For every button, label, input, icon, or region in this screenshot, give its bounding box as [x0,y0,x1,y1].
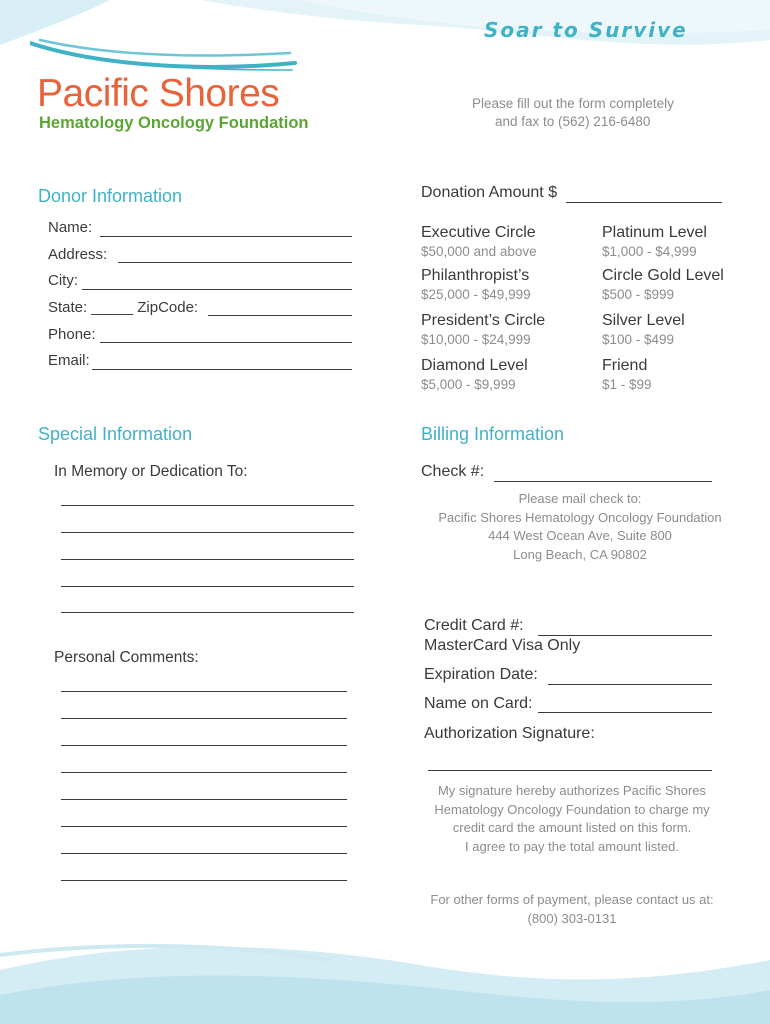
instructions-line-2: and fax to (562) 216-6480 [495,114,651,129]
level-gold-range: $500 - $999 [602,287,675,302]
level-platinum-name: Platinum Level [602,224,707,241]
mail-line-3: 444 West Ocean Ave, Suite 800 [488,528,672,543]
comments-label: Personal Comments: [54,649,199,666]
contact-phone: (800) 303-0131 [527,910,617,926]
city-field[interactable] [82,289,352,290]
mail-instructions [412,490,748,564]
address-field[interactable] [118,262,352,263]
auth-line-2: Hematology Oncology Foundation to charge my [434,801,710,817]
expiration-label: Expiration Date: [424,666,538,683]
name-field[interactable] [100,236,352,237]
auth-line-3: credit card the amount listed on this form. [452,820,692,835]
comments-line-8[interactable] [61,880,347,881]
comments-line-1[interactable] [61,691,347,692]
logo-sub-text: Hematology Oncology Foundation [39,114,309,132]
donor-heading: Donor Information [38,186,183,206]
comments-line-7[interactable] [61,853,347,854]
phone-label: Phone: [48,326,96,343]
name-label: Name: [48,219,93,236]
name-on-card-field[interactable] [538,712,712,713]
city-label: City: [48,272,78,289]
special-heading: Special Information [38,424,193,444]
signature-label: Authorization Signature: [424,725,595,742]
authorization-text [412,782,732,856]
mail-line-2: Pacific Shores Hematology Oncology Foundation [438,509,722,525]
level-president-name: President’s Circle [421,312,546,329]
donation-amount-field[interactable] [566,202,722,203]
name-on-card-label: Name on Card: [424,695,533,712]
level-president-range: $10,000 - $24,999 [421,332,531,347]
level-executive-name: Executive Circle [421,224,536,241]
level-friend-name: Friend [602,357,648,374]
memory-label: In Memory or Dedication To: [54,463,248,480]
level-friend-range: $1 - $99 [602,377,652,392]
phone-field[interactable] [100,342,352,343]
state-zip-label: State: _____ ZipCode: [48,299,199,316]
memory-line-3[interactable] [61,559,354,560]
level-silver-range: $100 - $499 [602,332,675,347]
credit-card-field[interactable] [538,635,712,636]
tagline: Soar to Survive [484,18,688,42]
zipcode-field[interactable] [208,315,352,316]
level-philanthropist-name: Philanthropist’s [421,267,530,284]
signature-field[interactable] [428,770,712,771]
level-gold-name: Circle Gold Level [602,267,724,284]
donation-amount-label: Donation Amount $ [421,184,558,201]
auth-line-4: I agree to pay the total amount listed. [465,838,679,854]
level-philanthropist-range: $25,000 - $49,999 [421,287,531,302]
level-diamond-name: Diamond Level [421,357,528,374]
memory-line-5[interactable] [61,612,354,613]
comments-line-6[interactable] [61,826,347,827]
mail-line-4: Long Beach, CA 90802 [513,546,647,562]
level-platinum-range: $1,000 - $4,999 [602,244,697,259]
level-executive-range: $50,000 and above [421,244,537,259]
auth-line-1: My signature hereby authorizes Pacific Shores [437,783,707,798]
card-types-text: MasterCard Visa Only [424,637,581,654]
logo-main-text: Pacific Shores [37,72,280,115]
level-diamond-range: $5,000 - $9,999 [421,377,516,392]
mail-line-1: Please mail check to: [518,491,642,506]
billing-heading: Billing Information [421,424,565,444]
memory-line-2[interactable] [61,532,354,533]
email-field[interactable] [92,369,352,370]
level-silver-name: Silver Level [602,312,685,329]
memory-line-4[interactable] [61,586,354,587]
instructions-line-1: Please fill out the form completely [472,96,674,111]
comments-line-3[interactable] [61,745,347,746]
check-label: Check #: [421,463,485,480]
comments-line-2[interactable] [61,718,347,719]
check-number-field[interactable] [494,481,712,482]
contact-line-1: For other forms of payment, please contact us at: [430,892,714,907]
email-label: Email: [48,352,90,369]
comments-line-4[interactable] [61,772,347,773]
bottom-wave-decoration [0,915,770,1024]
memory-line-1[interactable] [61,505,354,506]
contact-text [404,891,740,928]
comments-line-5[interactable] [61,799,347,800]
address-label: Address: [48,246,108,263]
credit-card-label: Credit Card #: [424,617,524,634]
expiration-field[interactable] [548,684,712,685]
